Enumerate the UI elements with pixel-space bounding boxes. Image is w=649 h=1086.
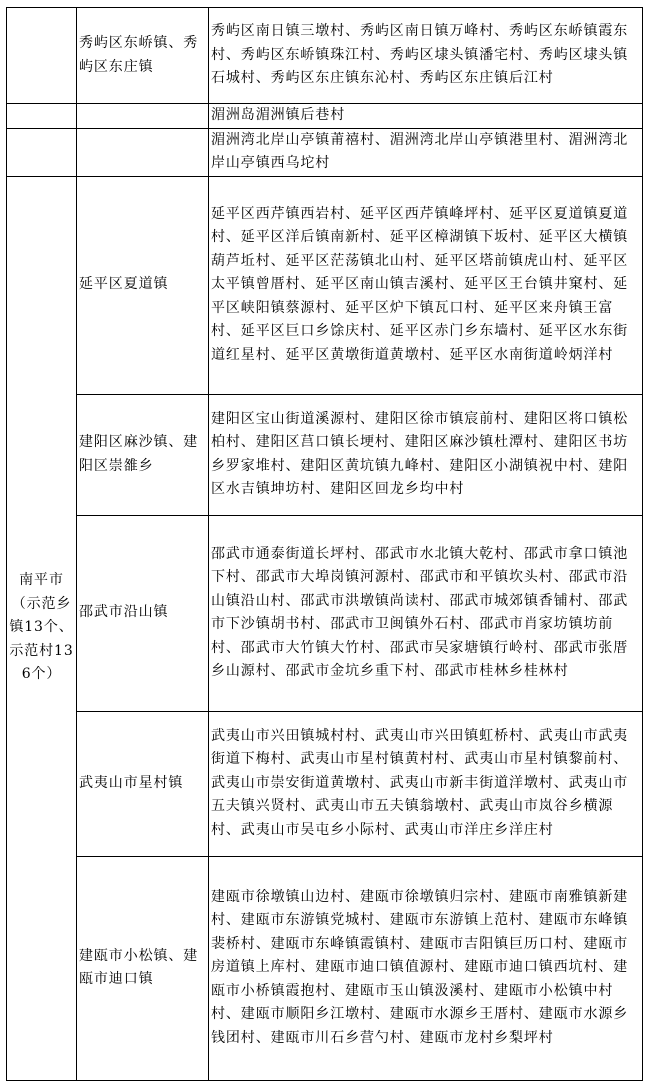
town-cell (77, 104, 209, 129)
villages-cell: 武夷山市兴田镇城村村、武夷山市兴田镇虹桥村、武夷山市武夷街道下梅村、武夷山市星村镇黄村村、武夷山市星村镇黎前村、武夷山市崇安街道黄墩村、武夷山市新丰街道洋墩村、武夷山市五夫镇兴贤村、武夷山市五夫镇翁墩村、武夷山市岚谷乡横源村、武夷山市吴屯乡小际村、武夷山市洋庄乡洋庄村 (209, 711, 643, 856)
town-cell: 建瓯市小松镇、建瓯市迪口镇 (77, 856, 209, 1080)
town-cell: 延平区夏道镇 (77, 176, 209, 394)
table-row (7, 176, 643, 394)
demonstration-village-table (6, 7, 643, 1081)
table-row (7, 128, 643, 176)
villages-cell: 延平区西芹镇西岩村、延平区西芹镇峰坪村、延平区夏道镇夏道村、延平区洋后镇南新村、延平区樟湖镇下坂村、延平区大横镇葫芦坵村、延平区茫荡镇北山村、延平区塔前镇虎山村、延平区太平镇曾厝村、延平区南山镇吉溪村、延平区王台镇井窠村、延平区峡阳镇蔡源村、延平区炉下镇瓦口村、延平区来舟镇王富村、延平区巨口乡馀庆村、延平区赤门乡东墙村、延平区水东街道红星村、延平区黄墩街道黄墩村、延平区水南街道岭炳洋村 (209, 176, 643, 394)
table-row (7, 104, 643, 129)
table-row (7, 856, 643, 1080)
city-cell (7, 128, 77, 176)
villages-cell: 建阳区宝山街道溪源村、建阳区徐市镇宸前村、建阳区将口镇松柏村、建阳区莒口镇长埂村、建阳区麻沙镇杜潭村、建阳区书坊乡罗家堆村、建阳区黄坑镇九峰村、建阳区小湖镇祝中村、建阳区水吉镇坤坊村、建阳区回龙乡均中村 (209, 394, 643, 515)
city-cell (7, 8, 77, 104)
villages-cell: 建瓯市徐墩镇山边村、建瓯市徐墩镇归宗村、建瓯市南雅镇新建村、建瓯市东游镇党城村、建瓯市东游镇上范村、建瓯市东峰镇裴桥村、建瓯市东峰镇霞镇村、建瓯市吉阳镇巨历口村、建瓯市房道镇上库村、建瓯市迪口镇值源村、建瓯市迪口镇西坑村、建瓯市小桥镇霞抱村、建瓯市玉山镇汲溪村、建瓯市小松镇中村村、建瓯市顺阳乡江墩村、建瓯市水源乡王厝村、建瓯市水源乡钱团村、建瓯市川石乡营勺村、建瓯市龙村乡梨坪村 (209, 856, 643, 1080)
town-cell (77, 128, 209, 176)
villages-cell: 湄洲岛湄洲镇后巷村 (209, 104, 643, 129)
town-cell: 秀屿区东峤镇、秀屿区东庄镇 (77, 8, 209, 104)
villages-cell: 秀屿区南日镇三墩村、秀屿区南日镇万峰村、秀屿区东峤镇霞东村、秀屿区东峤镇珠江村、秀屿区埭头镇潘宅村、秀屿区埭头镇石城村、秀屿区东庄镇东沁村、秀屿区东庄镇后江村 (209, 8, 643, 104)
table-row (7, 8, 643, 104)
town-cell: 武夷山市星村镇 (77, 711, 209, 856)
villages-cell: 邵武市通泰街道长坪村、邵武市水北镇大乾村、邵武市拿口镇池下村、邵武市大埠岗镇河源村、邵武市和平镇坎头村、邵武市沿山镇沿山村、邵武市洪墩镇尚读村、邵武市城郊镇香铺村、邵武市下沙镇胡书村、邵武市卫闽镇外石村、邵武市肖家坊镇坊前村、邵武市大竹镇大竹村、邵武市吴家塘镇行岭村、邵武市张厝乡山源村、邵武市金坑乡重下村、邵武市桂林乡桂林村 (209, 515, 643, 711)
town-cell: 建阳区麻沙镇、建阳区崇雒乡 (77, 394, 209, 515)
town-cell: 邵武市沿山镇 (77, 515, 209, 711)
table-row (7, 515, 643, 711)
city-cell (7, 104, 77, 129)
villages-cell: 湄洲湾北岸山亭镇莆禧村、湄洲湾北岸山亭镇港里村、湄洲湾北岸山亭镇西乌坨村 (209, 128, 643, 176)
table-row (7, 711, 643, 856)
table-row (7, 394, 643, 515)
city-cell: 南平市（示范乡镇13个、示范村136个） (7, 176, 77, 1080)
